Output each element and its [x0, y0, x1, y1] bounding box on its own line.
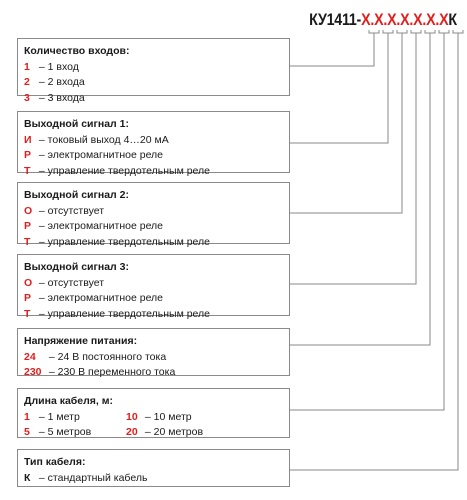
option-row: 24 – 24 В постоянного тока	[24, 350, 167, 363]
connector-6	[290, 33, 444, 410]
code-separator: .	[396, 10, 401, 29]
cable-length-box	[17, 388, 290, 438]
option-row: Р – электромагнитное реле	[24, 220, 164, 232]
code-option-4: Х	[400, 10, 410, 29]
option-row: И – токовый выход 4…20 мА	[24, 133, 169, 146]
option-row: О – отсутствует	[24, 276, 105, 289]
option-row: 1 – 1 метр	[24, 410, 80, 423]
option-row: 20 – 20 метров	[126, 426, 204, 438]
section-title: Длина кабеля, м:	[24, 395, 114, 407]
code-option-7: Х	[439, 10, 449, 29]
option-row: К – стандартный кабель	[24, 471, 148, 484]
section-title: Тип кабеля:	[24, 456, 86, 468]
output-signal-2-box	[17, 182, 290, 248]
option-row: Т – управление твердотельным реле	[24, 164, 211, 177]
option-row: Т – управление твердотельным реле	[24, 307, 211, 320]
option-row: 230 – 230 В переменного тока	[24, 366, 176, 378]
connector-2	[290, 33, 388, 143]
supply-voltage-box	[17, 328, 290, 376]
connector-1	[290, 33, 374, 66]
option-row: 2 – 2 входа	[24, 76, 85, 88]
option-row: 5 – 5 метров	[24, 426, 92, 438]
code-option-3: Х	[387, 10, 397, 29]
code-separator: .	[370, 10, 375, 29]
option-row: О – отсутствует	[24, 204, 105, 217]
code-separator: .	[435, 10, 440, 29]
option-row: Р – электромагнитное реле	[24, 292, 164, 304]
bracket-4	[411, 30, 421, 33]
bracket-1	[369, 30, 379, 33]
bracket-6	[439, 30, 449, 33]
bracket-2	[383, 30, 393, 33]
section-title: Напряжение питания:	[24, 335, 138, 347]
section-title: Количество входов:	[24, 45, 130, 57]
code-separator: .	[383, 10, 388, 29]
code-separator: .	[422, 10, 427, 29]
option-row: 3 – 3 входа	[24, 91, 85, 104]
option-row: 1 – 1 вход	[24, 60, 79, 73]
product-code-suffix: К	[448, 10, 457, 29]
option-row: Р – электромагнитное реле	[24, 149, 164, 161]
bracket-7	[453, 30, 463, 33]
section-title: Выходной сигнал 1:	[24, 118, 129, 130]
bracket-5	[425, 30, 435, 33]
option-row: Т – управление твердотельным реле	[24, 235, 211, 248]
option-row: 10 – 10 метр	[126, 410, 192, 423]
output-signal-1-box	[17, 111, 290, 177]
code-separator: .	[409, 10, 414, 29]
cable-type-box	[17, 449, 290, 487]
connector-7	[290, 33, 458, 470]
connector-5	[290, 33, 430, 345]
code-option-2: Х	[374, 10, 384, 29]
bracket-3	[397, 30, 407, 33]
inputs-count-box	[17, 38, 290, 104]
output-signal-3-box	[17, 254, 290, 320]
code-option-1: Х	[361, 10, 371, 29]
code-option-5: Х	[413, 10, 423, 29]
connector-4	[290, 33, 416, 284]
connector-3	[290, 33, 402, 213]
product-code-prefix: КУ1411-	[309, 10, 362, 29]
section-title: Выходной сигнал 2:	[24, 189, 129, 201]
code-option-6: Х	[426, 10, 436, 29]
section-title: Выходной сигнал 3:	[24, 261, 129, 273]
